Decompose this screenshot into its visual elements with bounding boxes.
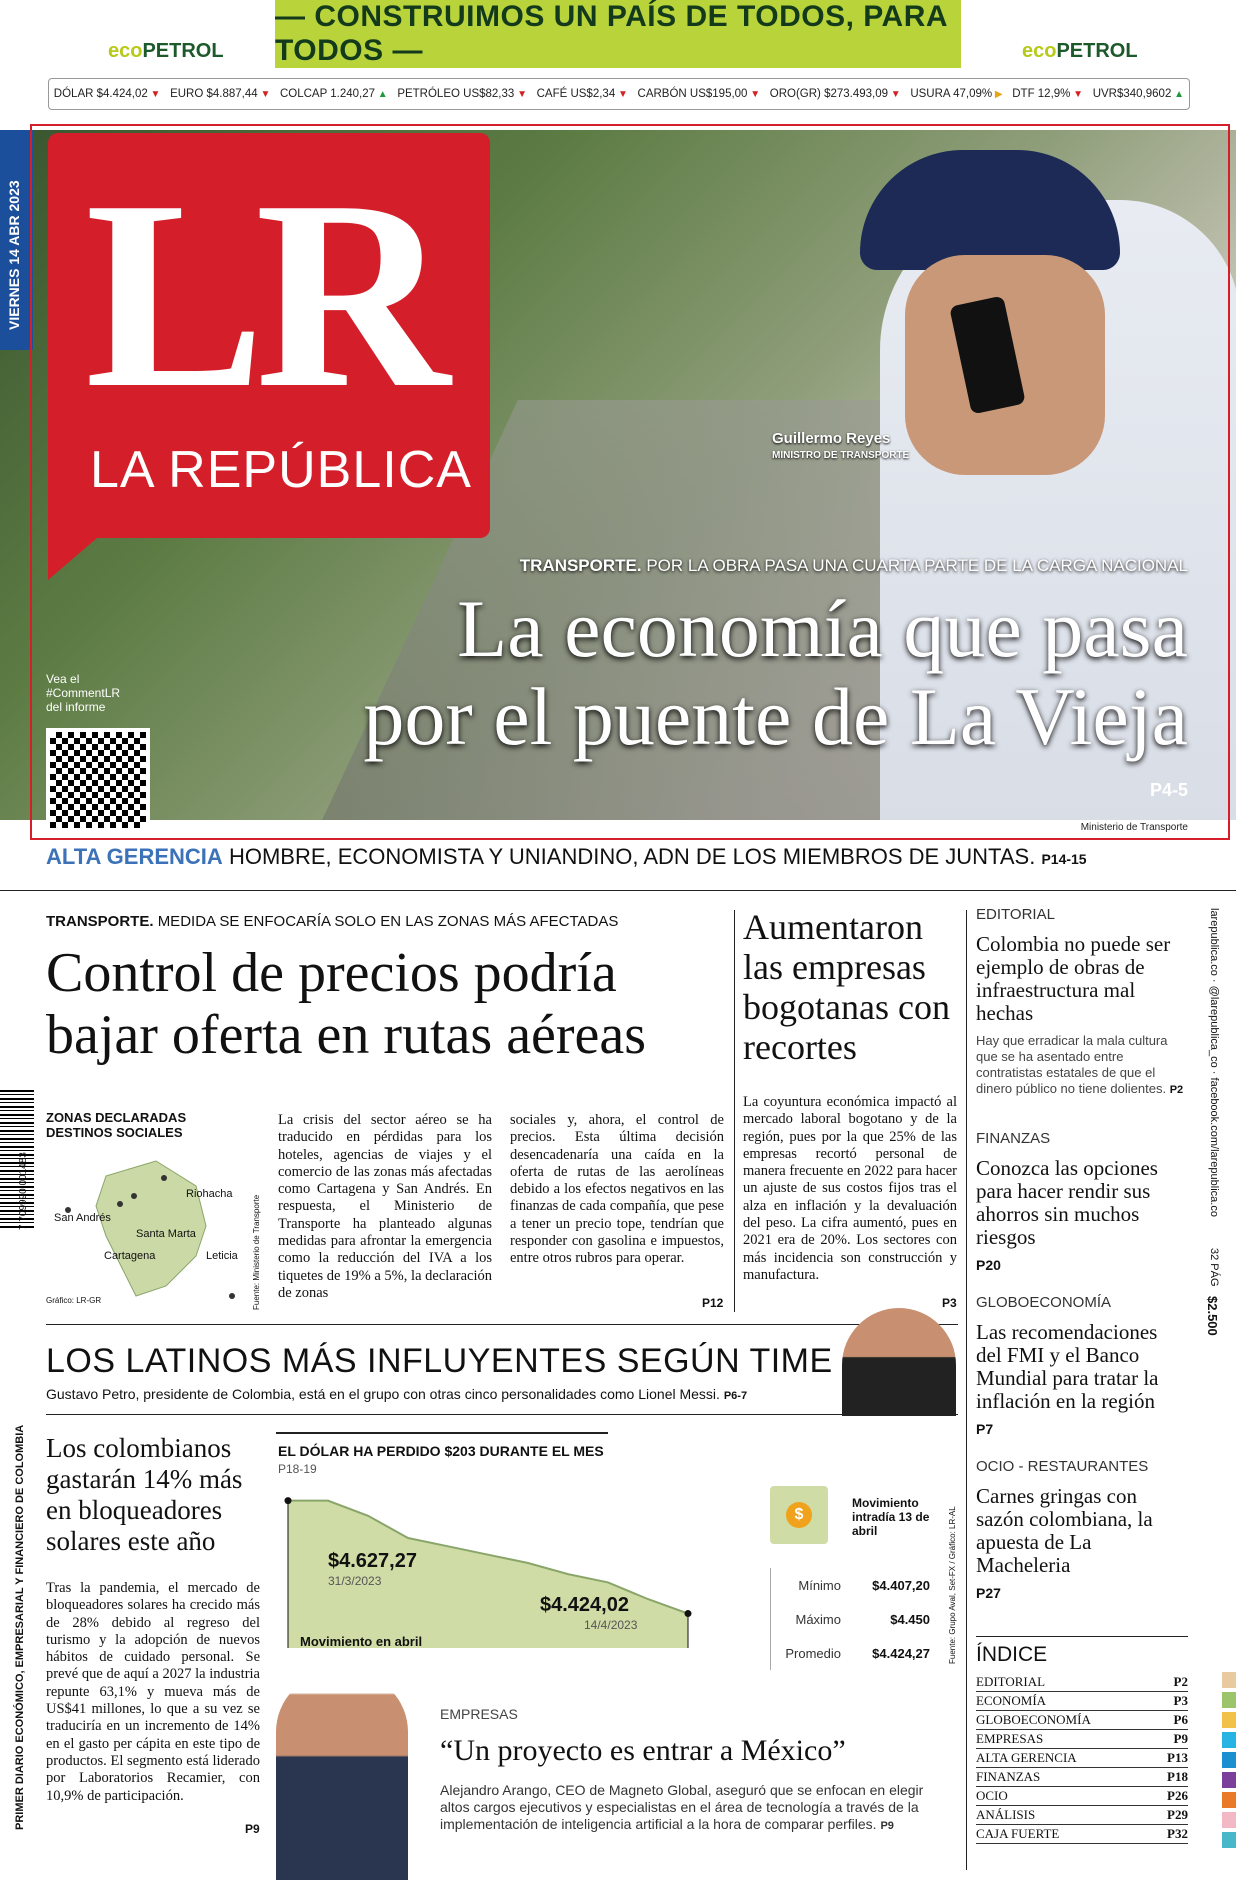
- ticker-item: DÓLAR $4.424,02 ▼: [53, 88, 161, 100]
- index-color-chip: [1222, 1792, 1236, 1808]
- ecopetrol-logo-right: ecoPETROL: [1022, 40, 1138, 62]
- chart-source: Fuente: Grupo Aval, Set-FX / Gráfico: LR-AL: [948, 1506, 957, 1664]
- intraday-label: Promedio: [785, 1645, 841, 1661]
- index-name: EMPRESAS: [976, 1730, 1155, 1749]
- map-source: Fuente: Ministerio de Transporte: [252, 1194, 261, 1310]
- index-color-chip: [1222, 1712, 1236, 1728]
- ticker-item: EURO $4.887,44 ▼: [170, 88, 271, 100]
- tagline-vertical: PRIMER DIARIO ECONÓMICO, EMPRESARIAL Y FINANCIERO DE COLOMBIA: [14, 1424, 26, 1830]
- arrow-down-icon: ▼: [888, 89, 901, 100]
- intraday-row: [770, 1602, 930, 1636]
- bogota-body: La coyuntura económica impactó al mercado laboral bogotano y de la región, pues por la que 25% de las empresas recortó personal de manera frecuente en 2022 para hacer un ajuste de sus costos fijos tras el alza en inflación y la devaluación del peso. La cifra aumentó, pues en 2021 era de 20%. Los sectores con más incidencia son construcción y manufactura.: [743, 1094, 957, 1283]
- sidebar-page: P20: [976, 1257, 1001, 1273]
- map-label-riohacha: Riohacha: [186, 1188, 233, 1200]
- sidebar-item[interactable]: [976, 906, 1188, 1098]
- index-name: OCIO: [976, 1787, 1155, 1806]
- arrow-up-icon: ▲: [375, 89, 388, 100]
- index-color-chip: [1222, 1752, 1236, 1768]
- index-page: P6: [1155, 1711, 1188, 1730]
- main-page-ref: P12: [702, 1296, 724, 1310]
- intraday-row: [770, 1636, 930, 1670]
- intraday-table: [770, 1568, 930, 1670]
- divider: [46, 1324, 958, 1325]
- chart-annotation-start-date: 31/3/2023: [328, 1574, 382, 1588]
- index-row[interactable]: [976, 1768, 1188, 1787]
- map-credit: Gráfico: LR-GR: [46, 1296, 102, 1305]
- logo-lr: LR: [85, 145, 441, 444]
- sidebar-page: P27: [976, 1585, 1001, 1601]
- arrow-down-icon: ▼: [514, 89, 527, 100]
- bogota-headline[interactable]: Aumentaron las empresas bogotanas con recortes: [743, 907, 950, 1067]
- map-title: ZONAS DECLARADAS DESTINOS SOCIALES: [46, 1110, 187, 1140]
- index-row[interactable]: [976, 1787, 1188, 1806]
- arrow-up-icon: ▲: [1171, 89, 1185, 100]
- index-title: ÍNDICE: [976, 1636, 1188, 1667]
- intraday-title: Movimiento intradía 13 de abril: [852, 1496, 930, 1538]
- destinations-map: [46, 1110, 276, 1306]
- index-box: [976, 1636, 1188, 1844]
- arrow-down-icon: ▼: [147, 89, 161, 100]
- ticker-item: COLCAP 1.240,27 ▲: [279, 88, 388, 100]
- index-page: P13: [1155, 1749, 1188, 1768]
- chart-subtitle: P18-19: [278, 1462, 317, 1476]
- index-name: CAJA FUERTE: [976, 1825, 1155, 1844]
- sidebar-headline: Carnes gringas con sazón colombiana, la apuesta de La Macheleria: [976, 1484, 1153, 1577]
- arrow-right-icon: ▶: [992, 89, 1003, 100]
- ecopetrol-logo-left: ecoPETROL: [108, 40, 224, 62]
- empresas-body: Alejandro Arango, CEO de Magneto Global, aseguró que se enfocan en elegir altos cargos ejecutivos y especialistas en el área de tecnología a través de la implementación de inteligencia artificial a la hora de comparar perfiles. P9: [440, 1782, 924, 1832]
- sidebar-section: FINANZAS: [976, 1130, 1051, 1147]
- index-row[interactable]: [976, 1749, 1188, 1768]
- bogota-page-ref: P3: [942, 1296, 957, 1310]
- sidebar-section: GLOBOECONOMÍA: [976, 1294, 1112, 1311]
- sidebar-headline: Las recomendaciones del FMI y el Banco Mundial para tratar la inflación en la región: [976, 1320, 1159, 1413]
- arrow-down-icon: ▼: [747, 89, 761, 100]
- index-color-chip: [1222, 1672, 1236, 1688]
- time-deck: Gustavo Petro, presidente de Colombia, está en el grupo con otras cinco personalidades como Lionel Messi. P6-7: [46, 1386, 748, 1402]
- sidebar-section: EDITORIAL: [976, 906, 1055, 923]
- index-page: P18: [1155, 1768, 1188, 1787]
- arrow-down-icon: ▼: [257, 89, 271, 100]
- sidebar-item[interactable]: [976, 1294, 1188, 1437]
- index-name: ECONOMÍA: [976, 1692, 1155, 1711]
- index-page: P9: [1155, 1730, 1188, 1749]
- index-table: [976, 1673, 1188, 1844]
- sidebar-headline: Colombia no puede ser ejemplo de obras de infraestructura mal hechas: [976, 932, 1171, 1025]
- map-label-santa-marta: Santa Marta: [136, 1228, 196, 1240]
- campaign-banner: — CONSTRUIMOS UN PAÍS DE TODOS, PARA TODOS —: [275, 0, 961, 68]
- colombia-map: [46, 1146, 276, 1306]
- ticker-item: UVR$340,9602 ▲: [1092, 88, 1185, 100]
- sidebar-page: P7: [976, 1421, 994, 1437]
- intraday-value: $4.424,27: [872, 1645, 930, 1661]
- index-page: P29: [1155, 1806, 1188, 1825]
- ticker-item: USURA 47,09% ▶: [910, 88, 1003, 100]
- chart-annotation-end-date: 14/4/2023: [584, 1618, 638, 1632]
- map-label-san-andres: San Andrés: [54, 1212, 111, 1224]
- chart-annotation-start: $4.627,27: [328, 1550, 417, 1572]
- hero-selection-box: [30, 124, 1230, 840]
- sidebar-item[interactable]: [976, 1130, 1188, 1273]
- hero-kicker: TRANSPORTE. POR LA OBRA PASA UNA CUARTA PARTE DE LA CARGA NACIONAL: [519, 556, 1188, 575]
- index-row[interactable]: [976, 1806, 1188, 1825]
- hero-person-name: Guillermo Reyes: [772, 430, 891, 447]
- main-body-col2: sociales y, ahora, el control de precios. Esta última decisión desencadenaría una caída en la oferta de rutas de las aerolíneas debido a los efectos negativos en las finanzas de cada compañía, que pese a tener un precio tope, tendrían que responder con gasolina e impuestos, entre otros rubros para operar.: [510, 1112, 724, 1267]
- main-headline[interactable]: Control de precios podría bajar oferta en rutas aéreas: [46, 942, 647, 1066]
- divider: [0, 890, 1236, 891]
- hero-headline[interactable]: La economía que pasa por el puente de La Vieja: [363, 583, 1188, 762]
- index-page: P3: [1155, 1692, 1188, 1711]
- index-color-chip: [1222, 1832, 1236, 1848]
- index-page: P32: [1155, 1825, 1188, 1844]
- sidebar-item[interactable]: [976, 1458, 1188, 1601]
- intraday-label: Mínimo: [798, 1577, 841, 1593]
- sidebar-divider: [966, 910, 967, 1870]
- ticker-item: ORO(GR) $273.493,09 ▼: [769, 88, 901, 100]
- index-color-chips: [1222, 1672, 1236, 1852]
- chart-rule: [276, 1432, 608, 1434]
- index-page: P2: [1155, 1673, 1188, 1692]
- chart-annotation-end: $4.424,02: [540, 1594, 629, 1616]
- chart-xlabel: Movimiento en abril: [300, 1634, 423, 1649]
- sunscreen-body: Tras la pandemia, el mercado de bloqueadores solares ha crecido más de 28% debido al regreso del turismo y la adopción de nuevos hábitos de cuidado personal. Se prevé que de aquí a 2027 la industria repunte 63,1% y mueva más de US$41 millones, lo que a su vez se traduciría en un incremento de 14% en el gasto per cápita en este tipo de productos. El segmento está liderado por Laboratorios Recamier, con 10,9% de participación.: [46, 1580, 260, 1804]
- time-headline[interactable]: LOS LATINOS MÁS INFLUYENTES SEGÚN TIME: [46, 1342, 833, 1380]
- main-kicker: TRANSPORTE. MEDIDA SE ENFOCARÍA SOLO EN LAS ZONAS MÁS AFECTADAS: [46, 913, 619, 930]
- index-page: P26: [1155, 1787, 1188, 1806]
- ticker-item: DTF 12,9% ▼: [1012, 88, 1084, 100]
- index-color-chip: [1222, 1732, 1236, 1748]
- ticker-item: CAFÉ US$2,34 ▼: [536, 88, 628, 100]
- intraday-value: $4.407,20: [872, 1577, 930, 1593]
- map-label-cartagena: Cartagena: [104, 1250, 156, 1262]
- index-color-chip: [1222, 1692, 1236, 1708]
- index-color-chip: [1222, 1772, 1236, 1788]
- sidebar-section: OCIO - RESTAURANTES: [976, 1458, 1149, 1475]
- arrow-down-icon: ▼: [1070, 89, 1084, 100]
- sunscreen-page-ref: P9: [245, 1822, 260, 1836]
- hero-person-title: MINISTRO DE TRANSPORTE: [772, 450, 910, 461]
- index-color-chip: [1222, 1812, 1236, 1828]
- barcode-number: 7 709990 001483: [18, 1152, 29, 1230]
- photo-credit: Ministerio de Transporte: [1080, 822, 1188, 833]
- empresas-headline[interactable]: “Un proyecto es entrar a México”: [440, 1734, 846, 1767]
- index-name: ANÁLISIS: [976, 1806, 1155, 1825]
- date-bar: VIERNES 14 ABR 2023: [0, 130, 33, 350]
- intraday-row: [770, 1568, 930, 1602]
- sunscreen-headline[interactable]: Los colombianos gastarán 14% más en bloqueadores solares este año: [46, 1433, 243, 1556]
- alta-gerencia-teaser[interactable]: ALTA GERENCIA HOMBRE, ECONOMISTA Y UNIANDINO, ADN DE LOS MIEMBROS DE JUNTAS. P14-15: [46, 844, 1087, 869]
- index-row[interactable]: [976, 1711, 1188, 1730]
- divider: [46, 1414, 958, 1415]
- comment-cta: Vea el #CommentLR del informe: [46, 672, 121, 714]
- ticker-item: CARBÓN US$195,00 ▼: [637, 88, 761, 100]
- main-body-col1: La crisis del sector aéreo se ha traducido en pérdidas para los hoteles, agencias de viajes y el comercio de las zonas más afectadas como Cartagena y San Andrés. En respuesta, el Ministerio de Transporte ha planteado algunas medidas para afrontar la emergencia como la reducción del IVA a los tiquetes de 19% a 5%, la declaración de zonas: [278, 1112, 492, 1301]
- page-count: 32 PÁG: [1208, 1248, 1220, 1287]
- arango-photo: [276, 1672, 408, 1880]
- index-name: FINANZAS: [976, 1768, 1155, 1787]
- social-links[interactable]: larepublica.co · @larepublica_co · facebook.com/larepublica.co: [1208, 908, 1220, 1217]
- column-divider: [734, 910, 735, 1312]
- map-label-leticia: Leticia: [206, 1250, 238, 1262]
- price: $2.500: [1205, 1296, 1220, 1336]
- index-name: ALTA GERENCIA: [976, 1749, 1155, 1768]
- hero-page-ref: P4-5: [1149, 780, 1188, 800]
- index-name: EDITORIAL: [976, 1673, 1155, 1692]
- petro-photo: [842, 1308, 956, 1416]
- sidebar-deck: Hay que erradicar la mala cultura que se ha asentado entre contratistas estatales de que el dinero público no tiene dolientes. P2: [976, 1033, 1184, 1096]
- index-row[interactable]: [976, 1825, 1188, 1844]
- market-ticker: [48, 78, 1190, 110]
- intraday-value: $4.450: [890, 1611, 930, 1627]
- chart-title: EL DÓLAR HA PERDIDO $203 DURANTE EL MES: [278, 1443, 604, 1459]
- ticker-item: PETRÓLEO US$82,33 ▼: [397, 88, 527, 100]
- index-name: GLOBOECONOMÍA: [976, 1711, 1155, 1730]
- empresas-section: EMPRESAS: [440, 1706, 518, 1722]
- index-row[interactable]: [976, 1730, 1188, 1749]
- logo-name: LA REPÚBLICA: [90, 441, 472, 499]
- sidebar-headline: Conozca las opciones para hacer rendir sus ahorros sin muchos riesgos: [976, 1156, 1158, 1249]
- arrow-down-icon: ▼: [615, 89, 628, 100]
- index-row[interactable]: [976, 1673, 1188, 1692]
- index-row[interactable]: [976, 1692, 1188, 1711]
- coin-icon: $: [770, 1486, 828, 1544]
- intraday-label: Máximo: [795, 1611, 841, 1627]
